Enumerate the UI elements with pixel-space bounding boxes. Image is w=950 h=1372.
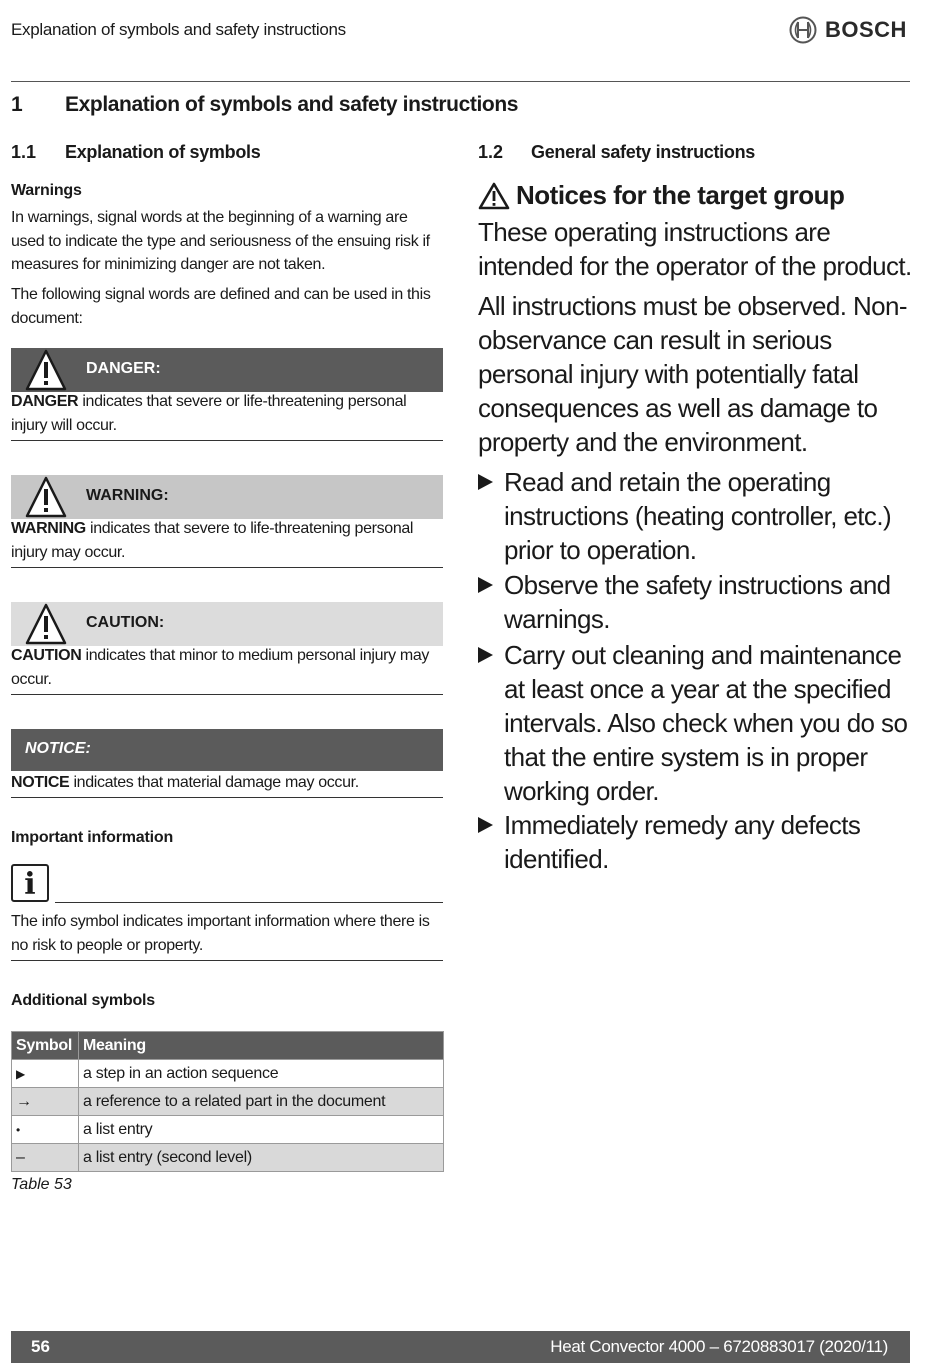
info-divider: [55, 902, 443, 903]
list-item-text: Read and retain the operating instructions (heating controller, etc.) prior to operation.: [504, 467, 892, 565]
danger-word: DANGER: [11, 393, 79, 410]
warning-divider: [11, 567, 443, 568]
section-1-1-title: Explanation of symbols: [65, 142, 261, 162]
danger-bar: [11, 348, 443, 392]
info-bottom-divider: [11, 960, 443, 961]
warning-text: indicates that severe to life-threatening personal injury may occur.: [11, 520, 414, 561]
caution-text: indicates that minor to medium personal injury may occur.: [11, 647, 430, 688]
notice-text: indicates that material damage may occur.: [69, 774, 359, 791]
list-item: [478, 465, 918, 567]
danger-label: DANGER:: [86, 360, 161, 377]
warning-word: WARNING: [11, 520, 86, 537]
warning-bar: [11, 475, 443, 519]
list-item: [478, 638, 918, 808]
notice-description: [11, 771, 443, 795]
table-row: [12, 1116, 444, 1144]
caution-description: [11, 644, 443, 691]
warning-description: [11, 517, 443, 564]
danger-text: indicates that severe or life-threatening personal injury will occur.: [11, 393, 407, 434]
chapter-title: Explanation of symbols and safety instructions: [65, 93, 519, 116]
list-item-text: Observe the safety instructions and warnings.: [504, 570, 891, 634]
page-footer: [11, 1331, 910, 1363]
symbols-table: [11, 1031, 444, 1172]
step-arrow-icon: [478, 817, 493, 833]
table-row: [12, 1144, 444, 1172]
table-caption: Table 53: [11, 1176, 72, 1193]
brand-name: BOSCH: [825, 17, 907, 42]
chapter-number: 1: [11, 93, 23, 116]
warnings-heading: Warnings: [11, 182, 82, 199]
warning-triangle-icon: [25, 475, 67, 519]
table-cell-meaning: a list entry: [79, 1116, 444, 1144]
table-cell-meaning: a list entry (second level): [79, 1144, 444, 1172]
notice-divider: [11, 797, 443, 798]
table-cell-meaning: a step in an action sequence: [79, 1060, 444, 1088]
table-row: [12, 1060, 444, 1088]
notice-label: NOTICE:: [25, 740, 91, 757]
table-header-symbol: Symbol: [12, 1032, 79, 1060]
warning-triangle-icon: [25, 348, 67, 392]
table-header-row: [12, 1032, 444, 1060]
section-1-2-number: 1.2: [478, 142, 504, 162]
reference-arrow-icon: →: [12, 1088, 79, 1116]
additional-symbols-heading: Additional symbols: [11, 992, 155, 1009]
running-header-title: Explanation of symbols and safety instructions: [11, 20, 346, 39]
caution-word: CAUTION: [11, 647, 82, 664]
step-arrow-icon: ▶: [12, 1060, 79, 1088]
notice-bar: [11, 729, 443, 771]
caution-bar: [11, 602, 443, 646]
warnings-paragraph: In warnings, signal words at the beginning of a warning are used to indicate the type and seriousness of the ensuing risk if measures for minimizing danger are not taken.: [11, 209, 430, 273]
table-row: [12, 1088, 444, 1116]
important-info-heading: Important information: [11, 829, 174, 846]
page-number: 56: [31, 1337, 50, 1356]
notice-word: NOTICE: [11, 774, 70, 791]
header-divider: [11, 81, 910, 82]
target-group-heading: [478, 180, 844, 211]
table-header-meaning: Meaning: [79, 1032, 444, 1060]
step-arrow-icon: [478, 474, 493, 490]
bosch-armature-logo-icon: [789, 16, 817, 44]
info-icon: i: [11, 864, 49, 902]
list-item-text: Carry out cleaning and maintenance at least once a year at the specified intervals. Also check when you do so that the entire system is in proper working order.: [504, 640, 908, 806]
caution-label: CAUTION:: [86, 614, 165, 631]
step-arrow-icon: [478, 647, 493, 663]
section-1-2-title: General safety instructions: [531, 142, 755, 162]
observe-instructions-paragraph: All instructions must be observed. Non-observance can result in serious personal injury with potentially fatal consequences as well as damage to property and the environment.: [478, 291, 907, 457]
target-group-heading-text: Notices for the target group: [516, 180, 845, 210]
danger-description: [11, 390, 443, 437]
list-item: [478, 808, 918, 876]
intended-operator-paragraph: These operating instructions are intended for the operator of the product.: [478, 217, 912, 281]
warning-triangle-icon: [25, 602, 67, 646]
table-cell-meaning: a reference to a related part in the document: [79, 1088, 444, 1116]
list-item: [478, 568, 918, 636]
document-reference: Heat Convector 4000 – 6720883017 (2020/11): [550, 1337, 888, 1356]
caution-divider: [11, 694, 443, 695]
warning-triangle-icon: [478, 182, 510, 210]
signal-words-paragraph: The following signal words are defined and can be used in this document:: [11, 286, 431, 327]
warning-label: WARNING:: [86, 487, 169, 504]
danger-divider: [11, 440, 443, 441]
section-1-1-number: 1.1: [11, 142, 37, 162]
dash-icon: –: [12, 1144, 79, 1172]
step-arrow-icon: [478, 577, 493, 593]
bullet-icon: •: [12, 1116, 79, 1144]
bosch-logo: [789, 16, 907, 44]
info-description: The info symbol indicates important information where there is no risk to people or property.: [11, 913, 430, 954]
list-item-text: Immediately remedy any defects identified.: [504, 810, 861, 874]
